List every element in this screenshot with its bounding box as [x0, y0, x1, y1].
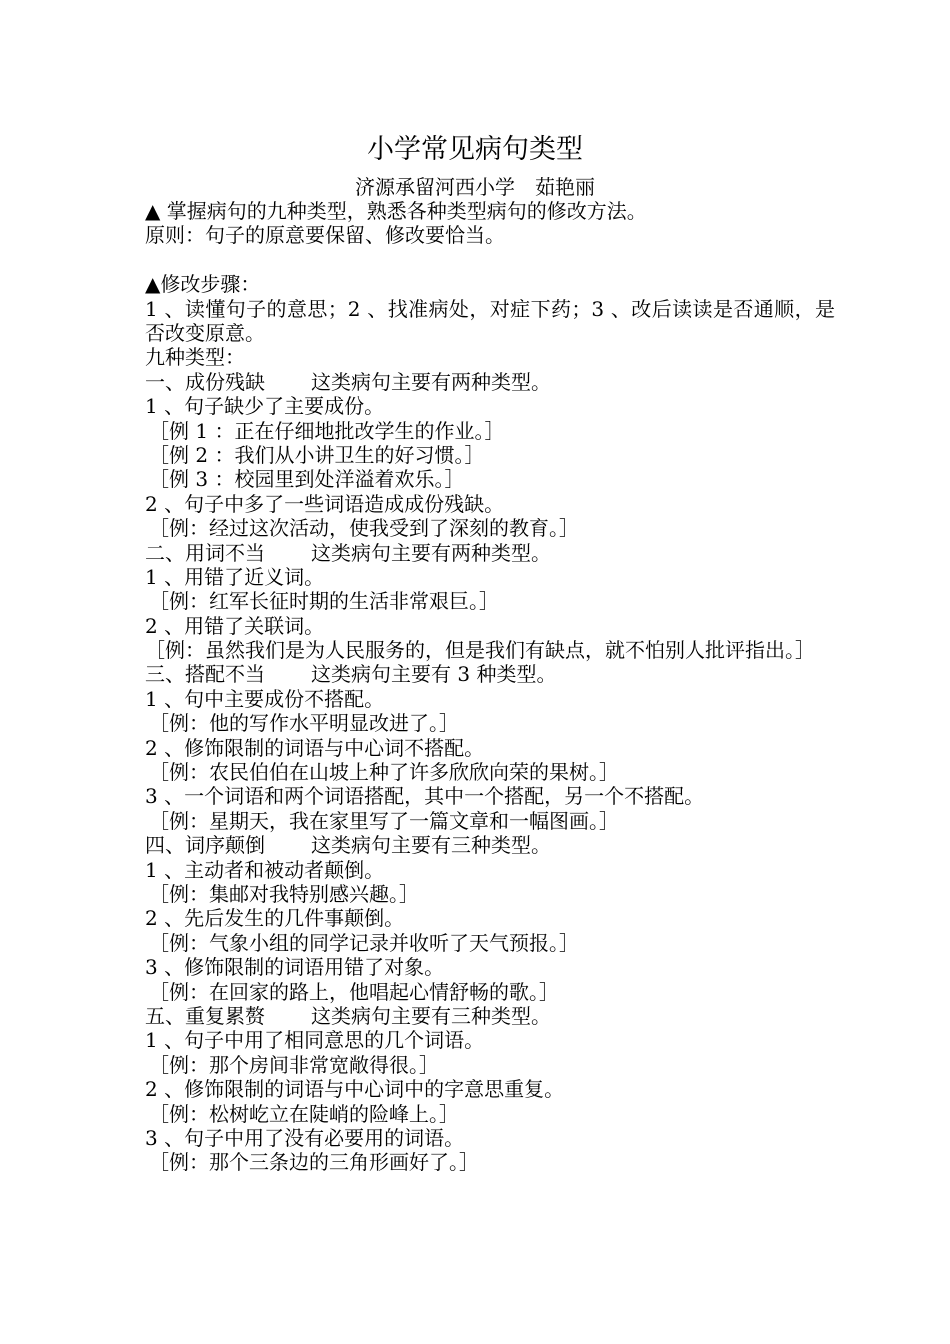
section-note: 这类病句主要有三种类型。 [311, 1003, 551, 1028]
types-heading: 九种类型： [145, 345, 245, 370]
rule-item: 2 、用错了关联词。 [145, 613, 325, 638]
rule-item: 1 、句子缺少了主要成份。 [145, 394, 385, 419]
rule-item: 2 、句子中多了一些词语造成成份残缺。 [145, 491, 505, 516]
section-note: 这类病句主要有两种类型。 [311, 369, 551, 394]
steps-heading: ▲修改步骤： [145, 272, 261, 297]
example-item: ［例 2 ：我们从小讲卫生的好习惯。］ [149, 442, 485, 467]
example-item: ［例：红军长征时期的生活非常艰巨。］ [149, 589, 499, 614]
rule-item: 2 、修饰限制的词语与中心词中的字意思重复。 [145, 1077, 565, 1102]
section-heading [145, 1004, 835, 1028]
example-item: ［例：经过这次活动，使我受到了深刻的教育。］ [149, 516, 579, 541]
intro-goal: ▲ 掌握病句的九种类型，熟悉各种类型病句的修改方法。 [145, 199, 647, 223]
example-item: ［例：农民伯伯在山坡上种了许多欣欣向荣的果树。］ [149, 760, 619, 785]
rule-item: 2 、先后发生的几件事颠倒。 [145, 906, 405, 931]
example-item: ［例：集邮对我特别感兴趣。］ [149, 881, 419, 906]
section-note: 这类病句主要有 3 种类型。 [311, 662, 557, 687]
document-title: 小学常见病句类型 [367, 134, 583, 165]
section-title: 四、词序颠倒 [145, 833, 265, 858]
example-item: ［例：那个房间非常宽敞得很。］ [149, 1052, 439, 1077]
rule-item: 3 、一个词语和两个词语搭配，其中一个搭配，另一个不搭配。 [145, 784, 705, 809]
steps-text: 1 、读懂句子的意思；2 、找准病处，对症下药；3 、改后读读是否通顺，是否改变原意。 [145, 296, 835, 345]
section-heading [145, 662, 835, 686]
rule-item: 3 、修饰限制的词语用错了对象。 [145, 955, 445, 980]
rule-item: 2 、修饰限制的词语与中心词不搭配。 [145, 735, 485, 760]
blank-line [145, 248, 835, 272]
section-title: 一、成份残缺 [145, 369, 265, 394]
rule-item: 3 、句子中用了没有必要用的词语。 [145, 1125, 465, 1150]
section-heading [145, 833, 835, 857]
rule-item: 1 、句中主要成份不搭配。 [145, 686, 385, 711]
section-title: 三、搭配不当 [145, 662, 265, 687]
section-heading [145, 541, 835, 565]
example-item: ［例：松树屹立在陡峭的险峰上。］ [149, 1101, 459, 1126]
section-note: 这类病句主要有两种类型。 [311, 540, 551, 565]
document-body [145, 199, 835, 1175]
rule-item: 1 、句子中用了相同意思的几个词语。 [145, 1028, 485, 1053]
example-item: ［例：在回家的路上，他唱起心情舒畅的歌。］ [149, 979, 559, 1004]
intro-principle: 原则：句子的原意要保留、修改要恰当。 [145, 223, 505, 248]
example-item: ［例：星期天，我在家里写了一篇文章和一幅图画。］ [149, 808, 619, 833]
rule-item: 1 、用错了近义词。 [145, 564, 325, 589]
example-item: ［例：虽然我们是为人民服务的，但是我们有缺点，就不怕别人批评指出。］ [145, 638, 815, 663]
section-note: 这类病句主要有三种类型。 [311, 833, 551, 858]
example-item: ［例：气象小组的同学记录并收听了天气预报。］ [149, 930, 579, 955]
section-title: 五、重复累赘 [145, 1003, 265, 1028]
document-author: 济源承留河西小学 茹艳丽 [355, 175, 595, 199]
example-item: ［例 3 ：校园里到处洋溢着欢乐。］ [149, 467, 465, 492]
section-title: 二、用词不当 [145, 540, 265, 565]
example-item: ［例：那个三条边的三角形画好了。］ [149, 1150, 479, 1175]
example-item: ［例 1 ：正在仔细地批改学生的作业。］ [149, 418, 505, 443]
section-heading [145, 370, 835, 394]
rule-item: 1 、主动者和被动者颠倒。 [145, 857, 385, 882]
example-item: ［例：他的写作水平明显改进了。］ [149, 711, 459, 736]
